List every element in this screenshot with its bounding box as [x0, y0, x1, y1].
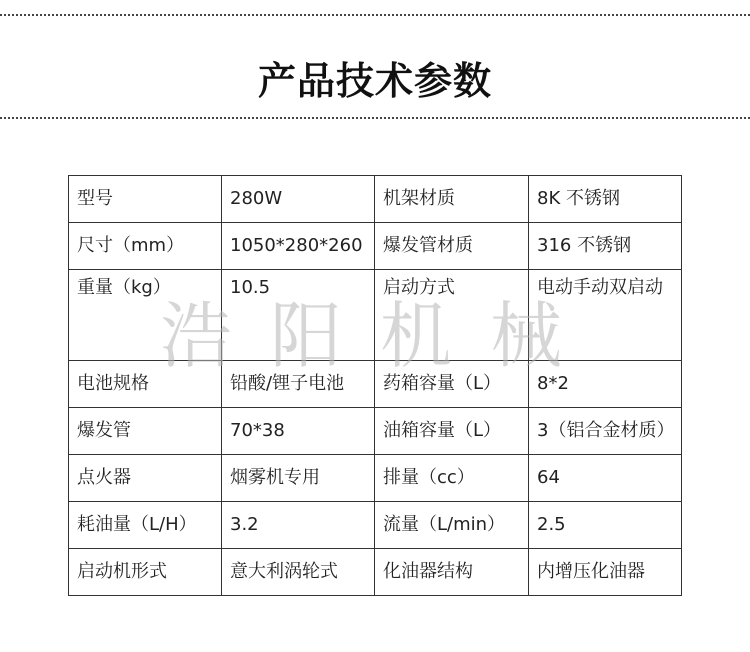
param-value: 70*38 — [222, 408, 375, 455]
param-label: 尺寸（mm） — [69, 223, 222, 270]
top-dotted-divider — [0, 14, 750, 16]
param-value: 280W — [222, 176, 375, 223]
param-label: 耗油量（L/H） — [69, 502, 222, 549]
table-row — [69, 455, 682, 502]
param-label: 重量（kg） — [69, 270, 222, 361]
table-row — [69, 502, 682, 549]
param-value: 烟雾机专用 — [222, 455, 375, 502]
watermark-text: 浩阳机械 — [160, 294, 601, 378]
param-label: 油箱容量（L） — [375, 408, 529, 455]
table-row — [69, 361, 682, 408]
param-label: 流量（L/min） — [375, 502, 529, 549]
param-value: 64 — [529, 455, 682, 502]
param-value: 意大利涡轮式 — [222, 549, 375, 596]
param-label: 爆发管材质 — [375, 223, 529, 270]
table-row — [69, 408, 682, 455]
param-value: 2.5 — [529, 502, 682, 549]
param-label: 爆发管 — [69, 408, 222, 455]
param-value: 铅酸/锂子电池 — [222, 361, 375, 408]
table-row — [69, 176, 682, 223]
param-label: 机架材质 — [375, 176, 529, 223]
param-value: 电动手动双启动 — [529, 270, 682, 361]
table-row — [69, 549, 682, 596]
param-value: 3.2 — [222, 502, 375, 549]
table-row — [69, 223, 682, 270]
param-label: 药箱容量（L） — [375, 361, 529, 408]
param-value: 1050*280*260 — [222, 223, 375, 270]
param-label: 化油器结构 — [375, 549, 529, 596]
param-value: 3（铝合金材质） — [529, 408, 682, 455]
param-label: 点火器 — [69, 455, 222, 502]
page-title: 产品技术参数 — [257, 59, 492, 103]
param-value: 8*2 — [529, 361, 682, 408]
param-label: 启动方式 — [375, 270, 529, 361]
table-row — [69, 270, 682, 361]
param-value: 10.5 — [222, 270, 375, 361]
spec-table — [68, 175, 682, 596]
param-value: 内增压化油器 — [529, 549, 682, 596]
param-label: 启动机形式 — [69, 549, 222, 596]
param-label: 型号 — [69, 176, 222, 223]
param-label: 电池规格 — [69, 361, 222, 408]
title-dotted-divider — [0, 117, 750, 119]
param-value: 8K 不锈钢 — [529, 176, 682, 223]
param-value: 316 不锈钢 — [529, 223, 682, 270]
param-label: 排量（cc） — [375, 455, 529, 502]
